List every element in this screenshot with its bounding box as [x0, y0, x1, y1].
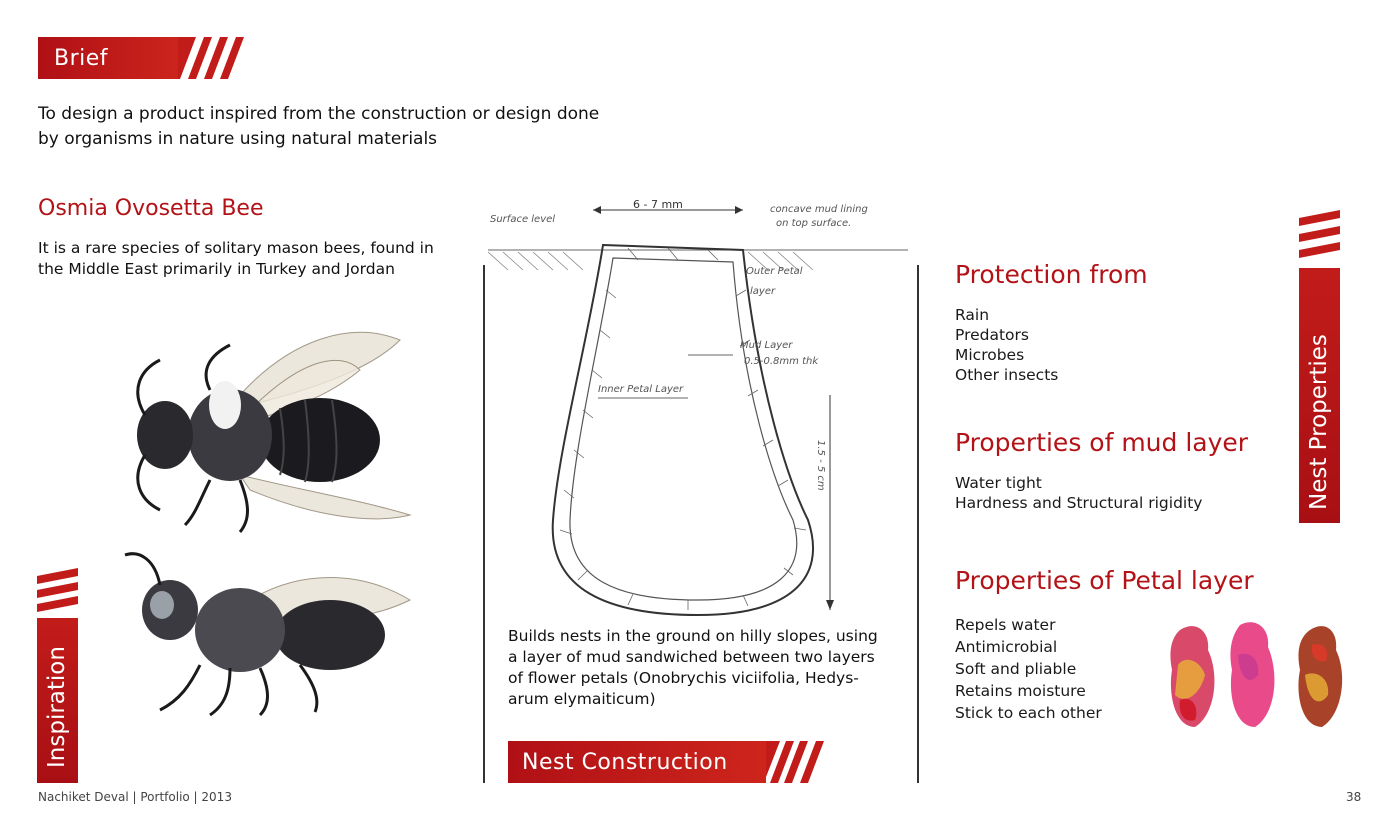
petal-props-list	[955, 614, 1102, 724]
bee-desc-line-2: the Middle East primarily in Turkey and Jordan	[38, 260, 395, 278]
petal-props-title: Properties of Petal layer	[955, 566, 1254, 595]
sketch-mud-line2: 0.5-0.8mm thk	[744, 356, 819, 367]
slash-stripes-icon	[766, 741, 824, 783]
list-item: Antimicrobial	[955, 638, 1058, 656]
nest-desc-line-1: Builds nests in the ground on hilly slopes, using	[508, 627, 878, 645]
petal-nest-samples-image	[1160, 615, 1360, 735]
brief-tab	[38, 37, 218, 79]
brief-text	[38, 102, 599, 152]
sketch-concave-line1: concave mud lining	[770, 204, 868, 215]
sketch-outer-line1: Outer Petal	[746, 266, 803, 277]
protection-list	[955, 305, 1058, 385]
divider-right	[917, 265, 919, 783]
nest-construction-tab-label: Nest Construction	[522, 749, 728, 775]
inspiration-tab	[37, 568, 78, 783]
nest-desc-line-3: of flower petals (Onobrychis viciifolia, Hedys-	[508, 669, 859, 687]
brief-line-1: To design a product inspired from the construction or design done	[38, 104, 600, 124]
divider-left	[483, 265, 485, 783]
mud-props-title: Properties of mud layer	[955, 428, 1249, 457]
nest-properties-tab-label: Nest Properties	[1306, 334, 1332, 510]
bee-desc-line-1: It is a rare species of solitary mason bees, found in	[38, 239, 434, 257]
slash-stripes-icon	[37, 568, 78, 618]
list-item: Other insects	[955, 366, 1059, 384]
list-item: Hardness and Structural rigidity	[955, 494, 1203, 512]
list-item: Soft and pliable	[955, 660, 1077, 678]
nest-properties-tab	[1299, 210, 1340, 523]
nest-desc-line-2: a layer of mud sandwiched between two layers	[508, 648, 875, 666]
mud-props-list	[955, 473, 1202, 513]
nest-desc-line-4: arum elymaiticum)	[508, 690, 656, 708]
list-item: Stick to each other	[955, 704, 1102, 722]
inspiration-tab-label: Inspiration	[44, 646, 70, 768]
sketch-outer-line2: layer	[750, 286, 776, 297]
list-item: Rain	[955, 306, 990, 324]
sketch-height: 1.5 - 5 cm	[815, 440, 826, 491]
list-item: Predators	[955, 326, 1029, 344]
brief-line-2: by organisms in nature using natural materials	[38, 129, 438, 149]
slash-stripes-icon	[1299, 210, 1340, 268]
nest-construction-tab	[508, 741, 822, 783]
nest-description	[508, 626, 878, 710]
list-item: Microbes	[955, 346, 1025, 364]
bee-description	[38, 238, 434, 280]
sketch-mud-line1: Mud Layer	[740, 340, 793, 351]
brief-tab-label: Brief	[54, 45, 109, 71]
bee-side-view-image	[100, 540, 430, 720]
page-number: 38	[1346, 790, 1362, 804]
sketch-surface-level: Surface level	[490, 214, 556, 225]
protection-title: Protection from	[955, 260, 1148, 289]
sketch-inner: Inner Petal Layer	[598, 384, 684, 395]
sketch-concave-line2: on top surface.	[776, 218, 852, 229]
list-item: Repels water	[955, 616, 1056, 634]
slash-stripes-icon	[178, 37, 258, 79]
nest-cross-section-sketch	[488, 190, 908, 620]
bee-title: Osmia Ovosetta Bee	[38, 196, 264, 221]
footer-credit: Nachiket Deval | Portfolio | 2013	[38, 790, 232, 804]
list-item: Water tight	[955, 474, 1042, 492]
bee-top-view-image	[100, 300, 430, 540]
list-item: Retains moisture	[955, 682, 1086, 700]
sketch-dim-top: 6 - 7 mm	[633, 198, 683, 211]
